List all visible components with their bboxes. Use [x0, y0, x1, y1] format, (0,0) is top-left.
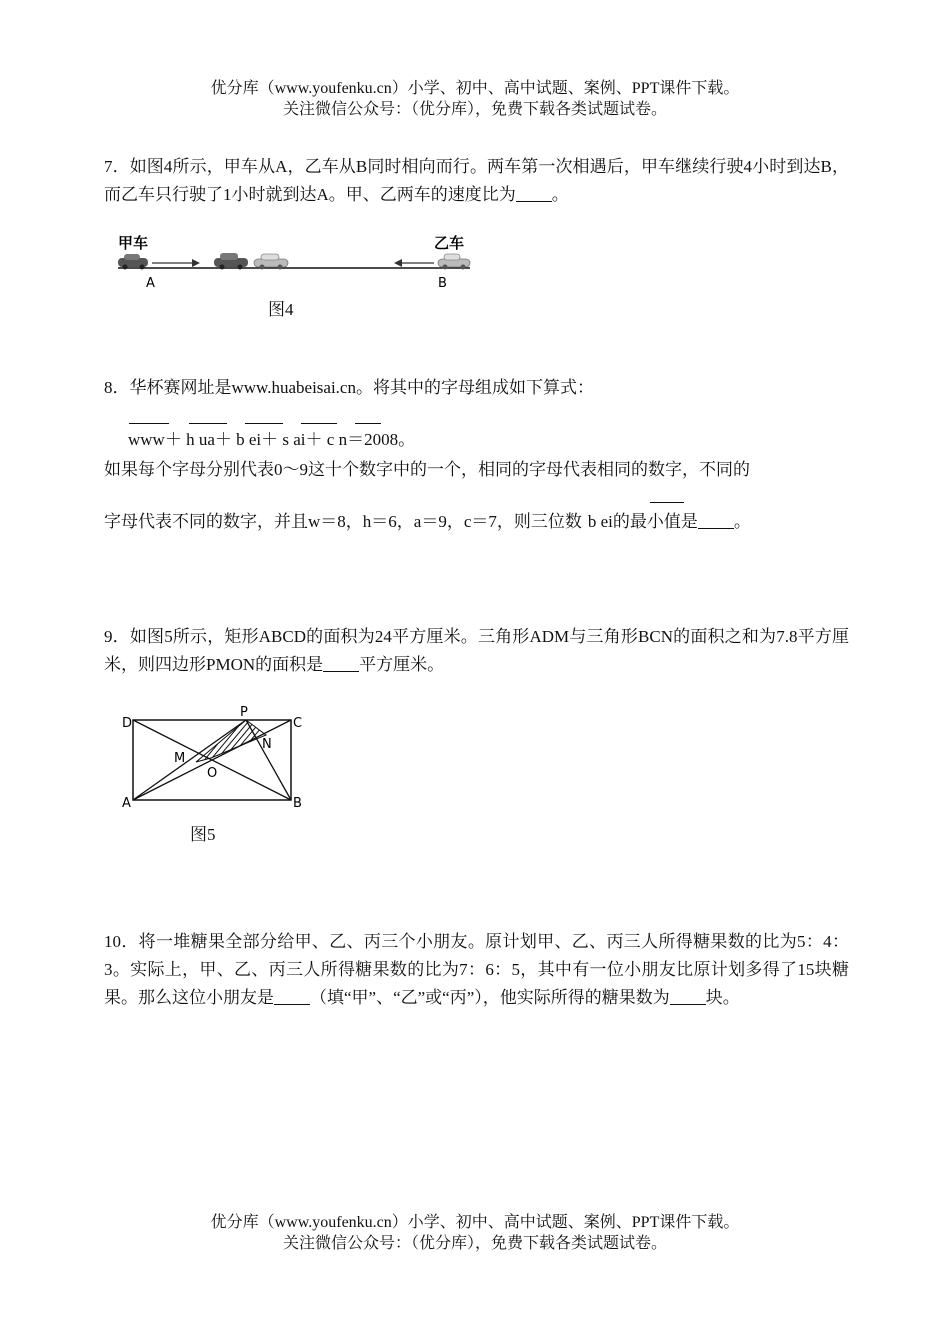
footer-line-1: 优分库（www.youfenku.cn）小学、初中、高中试题、案例、PPT课件下载。: [210, 1214, 740, 1231]
fig4-point-a: A: [146, 276, 155, 291]
q8-line-4-mid: 的最小值是: [612, 512, 698, 531]
header-line-1: 优分库（www.youfenku.cn）小学、初中、高中试题、案例、PPT课件下载。: [210, 80, 740, 97]
q10-answer-blank-2: [670, 986, 706, 1005]
arrow-left-icon: [394, 259, 434, 267]
overline-hua: [189, 423, 227, 424]
footer-line-2: 关注微信公众号：（优分库），免费下载各类试题试卷。: [282, 1235, 667, 1252]
fig4-caption: 图4: [268, 300, 294, 319]
overline-www: [129, 423, 169, 424]
figure-4: [112, 232, 482, 292]
car-icon-meeting-light: [254, 254, 288, 270]
fig5-label-a: A: [122, 796, 131, 811]
q10-text-end: 块。: [705, 988, 740, 1007]
overline-cn: [355, 423, 381, 424]
question-10: [104, 928, 849, 1012]
q8-line-1: 8．华杯赛网址是www.huabeisai.cn。将其中的字母组成如下算式：: [104, 378, 594, 397]
fig5-label-n: N: [262, 737, 272, 752]
fig4-car-a-label: 甲车: [118, 234, 149, 252]
figure-5: [116, 700, 316, 815]
q8-line-4-end: 。: [733, 512, 751, 531]
question-7: [104, 153, 849, 209]
q8-line-3: 如果每个字母分别代表0～9这十个数字中的一个，相同的字母代表相同的数字，不同的: [104, 460, 750, 479]
q8-answer-blank: [698, 510, 734, 529]
fig5-caption: 图5: [190, 825, 216, 844]
car-icon-a: [118, 254, 148, 270]
fig5-label-o: O: [207, 766, 218, 781]
car-icon-b: [438, 254, 470, 270]
overline-bei-answer: [650, 502, 684, 503]
q8-line-4-text: 字母代表不同的数字，并且w＝8，h＝6，a＝9，c＝7，则三位数: [104, 512, 582, 531]
header-line-2: 关注微信公众号：（优分库），免费下载各类试题试卷。: [282, 101, 667, 118]
fig5-lines: [133, 720, 291, 800]
q10-answer-blank-1: [274, 986, 310, 1005]
question-9: [104, 623, 849, 679]
fig5-label-m: M: [174, 751, 186, 766]
overline-bei: [245, 423, 283, 424]
q7-answer-blank: [516, 183, 552, 202]
q8-bei: b ei: [587, 512, 613, 531]
q8-line-4: [104, 508, 751, 536]
fig5-label-c: C: [293, 716, 303, 731]
page-footer: [0, 1212, 950, 1254]
arrow-right-icon: [152, 259, 200, 267]
q10-text-mid: （填“甲”、“乙”或“丙”），他实际所得的糖果数为: [310, 988, 670, 1007]
q9-text: 9．如图5所示，矩形ABCD的面积为24平方厘米。三角形ADM与三角形BCN的面积之和为7.8平方厘米，则四边形PMON的面积是: [104, 627, 849, 674]
q8-formula: www＋ h ua＋ b ei＋ s ai＋ c n＝2008。: [128, 430, 416, 449]
car-icon-meeting-dark: [214, 253, 248, 270]
q10-text: 10．将一堆糖果全部分给甲、乙、丙三个小朋友。原计划甲、乙、丙三人所得糖果数的比为5：4：3。实际上，甲、乙、丙三人所得糖果数的比为7：6：5，其中有一位小朋友比原计划多得了15块糖果。那么这位小朋友是: [104, 932, 849, 1007]
quad-pmon-outline: [196, 720, 266, 762]
q7-text-end: 。: [551, 185, 569, 204]
overline-sai: [301, 423, 337, 424]
fig5-label-p: P: [240, 705, 248, 720]
fig4-point-b: B: [438, 276, 447, 291]
q9-answer-blank: [323, 653, 359, 672]
q9-text-end: 平方厘米。: [359, 655, 445, 674]
fig5-label-d: D: [122, 716, 133, 731]
q7-text: 7．如图4所示，甲车从A，乙车从B同时相向而行。两车第一次相遇后，甲车继续行驶4小时到达B，而乙车只行驶了1小时就到达A。甲、乙两车的速度比为: [104, 157, 849, 204]
page-header: [0, 78, 950, 120]
fig4-car-b-label: 乙车: [434, 234, 465, 252]
fig5-label-b: B: [293, 796, 302, 811]
